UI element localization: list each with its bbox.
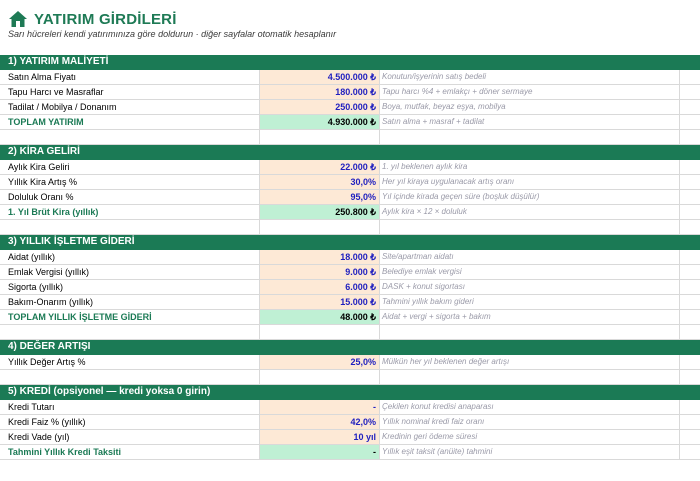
- row-label: Bakım-Onarım (yıllık): [0, 295, 260, 310]
- input-row: [0, 265, 700, 280]
- empty-cell: [0, 370, 260, 385]
- empty-cell: [680, 430, 700, 445]
- page-subtitle: Sarı hücreleri kendi yatırımınıza göre doldurun · diğer sayfalar otomatik hesaplanır: [8, 29, 337, 39]
- input-value-cell[interactable]: 25,0%: [260, 355, 380, 370]
- empty-cell: [380, 325, 680, 340]
- empty-cell: [260, 370, 380, 385]
- empty-cell: [680, 400, 700, 415]
- empty-cell: [680, 70, 700, 85]
- row-label: Tapu Harcı ve Masraflar: [0, 85, 260, 100]
- input-value-cell[interactable]: 22.000 ₺: [260, 160, 380, 175]
- empty-cell: [680, 325, 700, 340]
- row-note: Satın alma + masraf + tadilat: [380, 115, 680, 130]
- row-label: Kredi Vade (yıl): [0, 430, 260, 445]
- input-row: [0, 280, 700, 295]
- empty-cell: [680, 370, 700, 385]
- input-value-cell[interactable]: 30,0%: [260, 175, 380, 190]
- row-note: Kredinin geri ödeme süresi: [380, 430, 680, 445]
- total-row: [0, 445, 700, 460]
- empty-cell: [0, 130, 260, 145]
- input-value-cell[interactable]: 95,0%: [260, 190, 380, 205]
- input-row: [0, 100, 700, 115]
- total-row: [0, 115, 700, 130]
- input-value-cell[interactable]: 4.500.000 ₺: [260, 70, 380, 85]
- empty-cell: [680, 100, 700, 115]
- input-row: [0, 250, 700, 265]
- row-label: Satın Alma Fiyatı: [0, 70, 260, 85]
- section-title: 5) KREDİ (opsiyonel — kredi yoksa 0 girin): [0, 385, 700, 400]
- row-note: Yıllık eşit taksit (anüite) tahmini: [380, 445, 680, 460]
- input-value-cell[interactable]: 9.000 ₺: [260, 265, 380, 280]
- empty-cell: [680, 310, 700, 325]
- empty-cell: [680, 115, 700, 130]
- empty-cell: [680, 295, 700, 310]
- spacer-row: [0, 220, 700, 235]
- row-label: Yıllık Değer Artış %: [0, 355, 260, 370]
- empty-cell: [680, 175, 700, 190]
- row-note: Konutun/işyerinin satış bedeli: [380, 70, 680, 85]
- row-note: Yıl içinde kirada geçen süre (boşluk düşülür): [380, 190, 680, 205]
- input-value-cell[interactable]: 42,0%: [260, 415, 380, 430]
- section-title: 4) DEĞER ARTIŞI: [0, 340, 700, 355]
- row-label: Kredi Faiz % (yıllık): [0, 415, 260, 430]
- input-row: [0, 70, 700, 85]
- input-sheet: [0, 55, 700, 460]
- row-label: TOPLAM YATIRIM: [0, 115, 260, 130]
- empty-cell: [380, 220, 680, 235]
- calculated-value-cell: 4.930.000 ₺: [260, 115, 380, 130]
- empty-cell: [680, 355, 700, 370]
- input-row: [0, 175, 700, 190]
- empty-cell: [680, 265, 700, 280]
- total-row: [0, 205, 700, 220]
- row-label: Sigorta (yıllık): [0, 280, 260, 295]
- row-label: 1. Yıl Brüt Kira (yıllık): [0, 205, 260, 220]
- empty-cell: [680, 160, 700, 175]
- empty-cell: [260, 220, 380, 235]
- input-row: [0, 400, 700, 415]
- input-value-cell[interactable]: 10 yıl: [260, 430, 380, 445]
- spacer-row: [0, 370, 700, 385]
- row-note: Her yıl kiraya uygulanacak artış oranı: [380, 175, 680, 190]
- row-note: DASK + konut sigortası: [380, 280, 680, 295]
- spacer-row: [0, 325, 700, 340]
- row-note: Tapu harcı %4 + emlakçı + döner sermaye: [380, 85, 680, 100]
- section-header-row: [0, 145, 700, 160]
- row-note: Yıllık nominal kredi faiz oranı: [380, 415, 680, 430]
- row-label: Doluluk Oranı %: [0, 190, 260, 205]
- input-value-cell[interactable]: 250.000 ₺: [260, 100, 380, 115]
- section-title: 1) YATIRIM MALİYETİ: [0, 55, 700, 70]
- empty-cell: [680, 280, 700, 295]
- spacer-row: [0, 130, 700, 145]
- input-row: [0, 190, 700, 205]
- row-label: Aidat (yıllık): [0, 250, 260, 265]
- calculated-value-cell: 48.000 ₺: [260, 310, 380, 325]
- row-note: Aylık kira × 12 × doluluk: [380, 205, 680, 220]
- row-label: Tadilat / Mobilya / Donanım: [0, 100, 260, 115]
- input-value-cell[interactable]: 6.000 ₺: [260, 280, 380, 295]
- empty-cell: [680, 445, 700, 460]
- page-title: YATIRIM GİRDİLERİ: [34, 10, 177, 28]
- empty-cell: [680, 415, 700, 430]
- empty-cell: [260, 130, 380, 145]
- empty-cell: [680, 220, 700, 235]
- input-value-cell[interactable]: 180.000 ₺: [260, 85, 380, 100]
- row-note: Tahmini yıllık bakım gideri: [380, 295, 680, 310]
- calculated-value-cell: -: [260, 445, 380, 460]
- total-row: [0, 310, 700, 325]
- input-row: [0, 430, 700, 445]
- row-label: Emlak Vergisi (yıllık): [0, 265, 260, 280]
- row-note: Çekilen konut kredisi anaparası: [380, 400, 680, 415]
- row-label: Yıllık Kira Artış %: [0, 175, 260, 190]
- empty-cell: [680, 85, 700, 100]
- input-value-cell[interactable]: 15.000 ₺: [260, 295, 380, 310]
- empty-cell: [680, 250, 700, 265]
- row-note: 1. yıl beklenen aylık kira: [380, 160, 680, 175]
- empty-cell: [0, 220, 260, 235]
- empty-cell: [260, 325, 380, 340]
- section-header-row: [0, 340, 700, 355]
- section-header-row: [0, 235, 700, 250]
- row-label: Kredi Tutarı: [0, 400, 260, 415]
- empty-cell: [380, 370, 680, 385]
- row-label: TOPLAM YILLIK İŞLETME GİDERİ: [0, 310, 260, 325]
- input-value-cell[interactable]: 18.000 ₺: [260, 250, 380, 265]
- row-note: Mülkün her yıl beklenen değer artışı: [380, 355, 680, 370]
- empty-cell: [680, 130, 700, 145]
- input-row: [0, 85, 700, 100]
- home-icon: [8, 10, 28, 28]
- input-value-cell[interactable]: -: [260, 400, 380, 415]
- empty-cell: [680, 190, 700, 205]
- input-row: [0, 415, 700, 430]
- input-row: [0, 295, 700, 310]
- section-header-row: [0, 385, 700, 400]
- row-note: Aidat + vergi + sigorta + bakım: [380, 310, 680, 325]
- empty-cell: [680, 205, 700, 220]
- row-label: Tahmini Yıllık Kredi Taksiti: [0, 445, 260, 460]
- calculated-value-cell: 250.800 ₺: [260, 205, 380, 220]
- empty-cell: [380, 130, 680, 145]
- empty-cell: [0, 325, 260, 340]
- row-label: Aylık Kira Geliri: [0, 160, 260, 175]
- section-title: 3) YILLIK İŞLETME GİDERİ: [0, 235, 700, 250]
- row-note: Boya, mutfak, beyaz eşya, mobilya: [380, 100, 680, 115]
- row-note: Site/apartman aidatı: [380, 250, 680, 265]
- input-row: [0, 160, 700, 175]
- row-note: Belediye emlak vergisi: [380, 265, 680, 280]
- section-title: 2) KİRA GELİRİ: [0, 145, 700, 160]
- section-header-row: [0, 55, 700, 70]
- input-row: [0, 355, 700, 370]
